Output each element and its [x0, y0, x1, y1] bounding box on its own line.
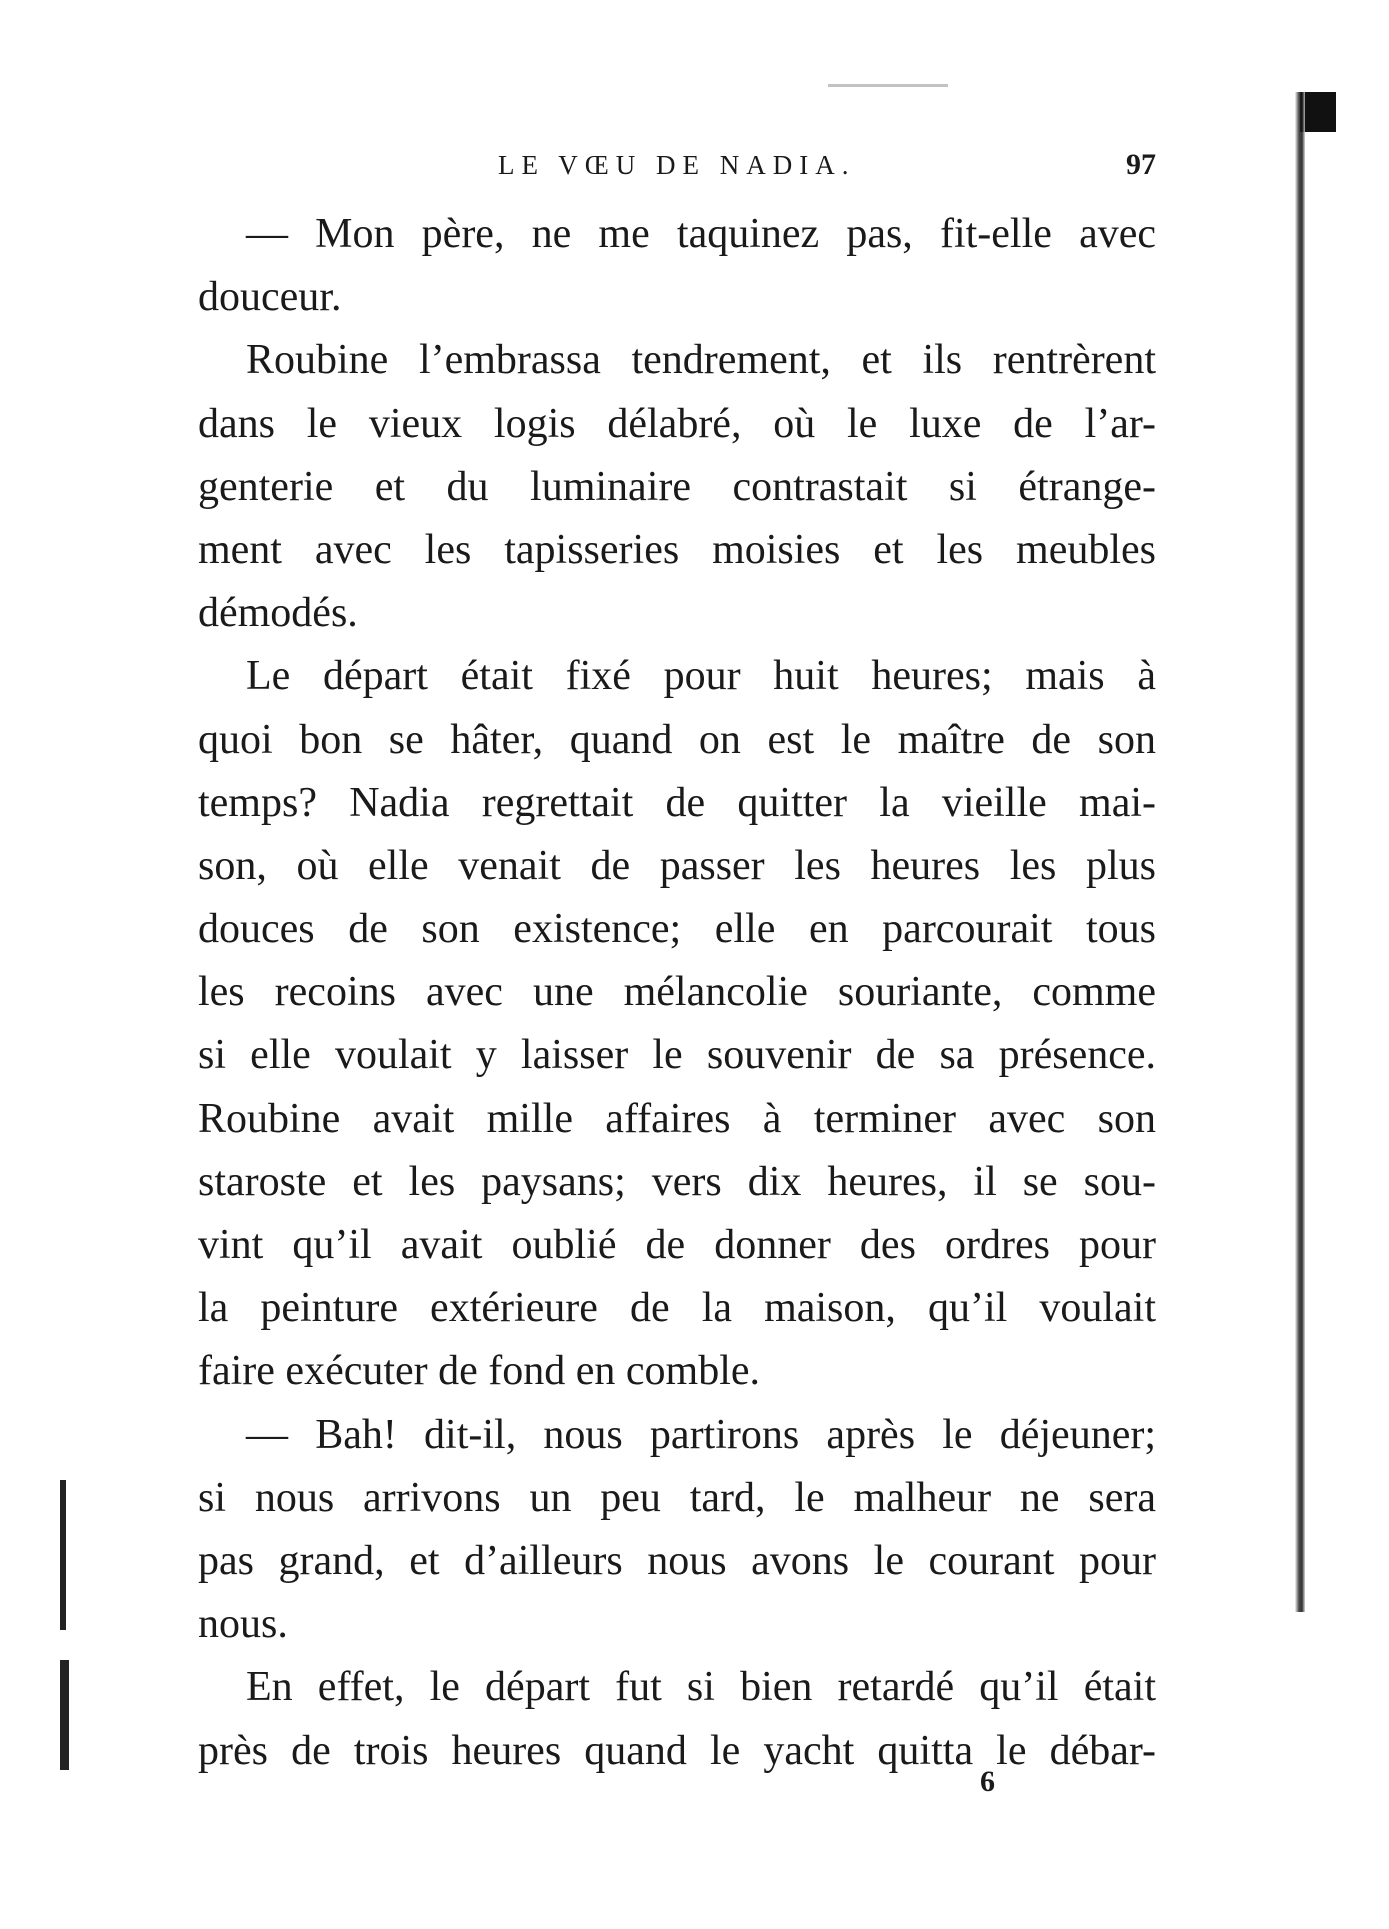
scan-margin-mark [60, 1480, 66, 1630]
text-line: — Bah! dit-il, nous partirons après le déjeuner; [246, 1411, 1156, 1458]
text-line: près de trois heures quand le yacht quitta le débar- [198, 1727, 1156, 1774]
text-line: douceur. [198, 274, 342, 321]
text-line: dans le vieux logis délabré, où le luxe de l’ar- [198, 400, 1156, 447]
scan-edge [1295, 92, 1305, 1612]
text-line: son, où elle venait de passer les heures les plus [198, 842, 1156, 889]
text-line: démodés. [198, 590, 358, 637]
page-number: 97 [1126, 148, 1156, 181]
text-line: Roubine avait mille affaires à terminer avec son [198, 1095, 1156, 1142]
text-line: temps? Nadia regrettait de quitter la vieille mai- [198, 779, 1156, 826]
text-line: staroste et les paysans; vers dix heures, il se sou- [198, 1158, 1156, 1205]
signature-mark: 6 [980, 1765, 995, 1798]
text-line: Le départ était fixé pour huit heures; mais à [246, 653, 1156, 700]
scan-margin-mark [60, 1660, 69, 1770]
text-line: — Mon père, ne me taquinez pas, fit-elle avec [246, 211, 1156, 257]
scan-smudge [828, 84, 948, 87]
text-line: si nous arrivons un peu tard, le malheur ne sera [198, 1474, 1156, 1521]
running-title: LE VŒU DE NADIA. [498, 150, 856, 180]
text-line: vint qu’il avait oublié de donner des ordres pour [198, 1222, 1156, 1268]
text-line: la peinture extérieure de la maison, qu’il voulait [198, 1285, 1156, 1332]
text-line: genterie et du luminaire contrastait si étrange- [198, 463, 1156, 510]
text-line: Roubine l’embrassa tendrement, et ils rentrèrent [246, 337, 1156, 384]
scan-edge-top [1300, 92, 1336, 132]
text-line: faire exécuter de fond en comble. [198, 1348, 761, 1395]
text-line: si elle voulait y laisser le souvenir de sa présence. [198, 1032, 1156, 1079]
text-line: pas grand, et d’ailleurs nous avons le courant pour [198, 1537, 1156, 1584]
text-line: quoi bon se hâter, quand on est le maître de son [198, 716, 1156, 763]
text-line: douces de son existence; elle en parcourait tous [198, 906, 1156, 953]
text-line: ment avec les tapisseries moisies et les meubles [198, 526, 1156, 573]
text-line: En effet, le départ fut si bien retardé qu’il était [246, 1664, 1156, 1711]
running-head [198, 150, 1156, 190]
body-text [198, 203, 1156, 1783]
text-line: les recoins avec une mélancolie souriante, comme [198, 969, 1156, 1016]
text-line: nous. [198, 1601, 288, 1648]
